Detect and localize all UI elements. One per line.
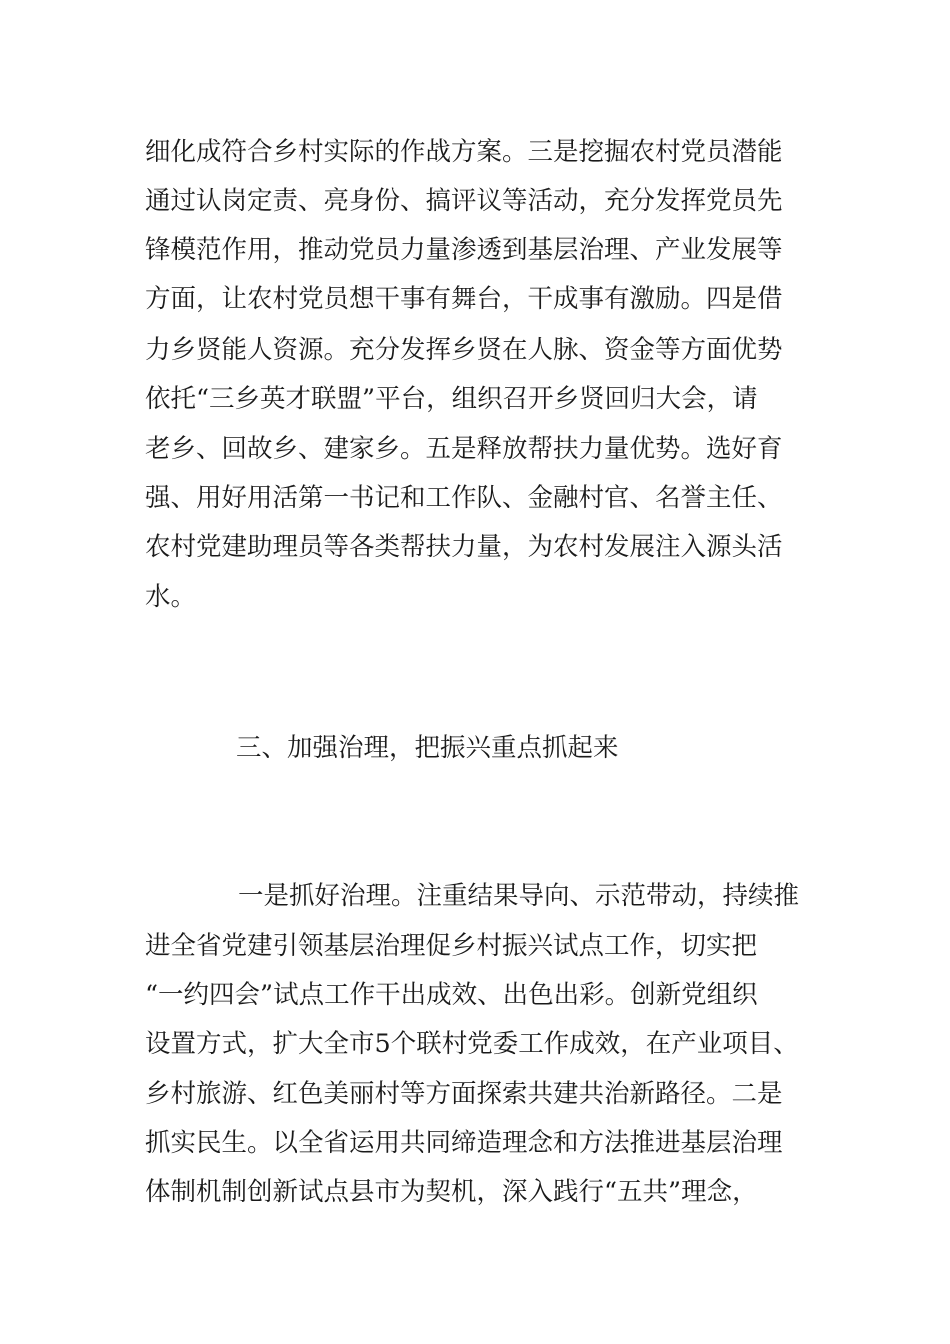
paragraph-line: “一约四会”试点工作干出成效、出色出彩。创新党组织 [145,980,758,1010]
paragraph-line: 锋模范作用，推动党员力量渗透到基层治理、产业发展等 [145,235,783,265]
paragraph-line: 力乡贤能人资源。充分发挥乡贤在人脉、资金等方面优势 [145,335,783,365]
paragraph-line: 乡村旅游、红色美丽村等方面探索共建共治新路径。二是 [145,1079,783,1109]
paragraph-line: 细化成符合乡村实际的作战方案。三是挖掘农村党员潜能 [145,137,783,167]
paragraph-line: 进全省党建引领基层治理促乡村振兴试点工作，切实把 [145,931,758,961]
paragraph-line: 老乡、回故乡、建家乡。五是释放帮扶力量优势。选好育 [145,434,783,464]
paragraph-line: 抓实民生。以全省运用共同缔造理念和方法推进基层治理 [145,1128,783,1158]
paragraph-line: 农村党建助理员等各类帮扶力量，为农村发展注入源头活 [145,532,783,562]
paragraph-line: 依托“三乡英才联盟”平台，组织召开乡贤回归大会，请 [145,384,758,414]
paragraph-line: 通过认岗定责、亮身份、搞评议等活动，充分发挥党员先 [145,186,783,216]
paragraph-line: 强、用好用活第一书记和工作队、金融村官、名誉主任、 [145,483,783,513]
paragraph-line: 一是抓好治理。注重结果导向、示范带动，持续推 [238,881,800,911]
paragraph-line: 水。 [145,582,197,612]
paragraph-line: 设置方式，扩大全市5个联村党委工作成效，在产业项目、 [145,1029,799,1059]
section-heading: 三、加强治理，把振兴重点抓起来 [236,733,619,763]
paragraph-line: 体制机制创新试点县市为契机，深入践行“五共”理念， [145,1177,758,1207]
paragraph-line: 方面，让农村党员想干事有舞台，干成事有激励。四是借 [145,284,783,314]
